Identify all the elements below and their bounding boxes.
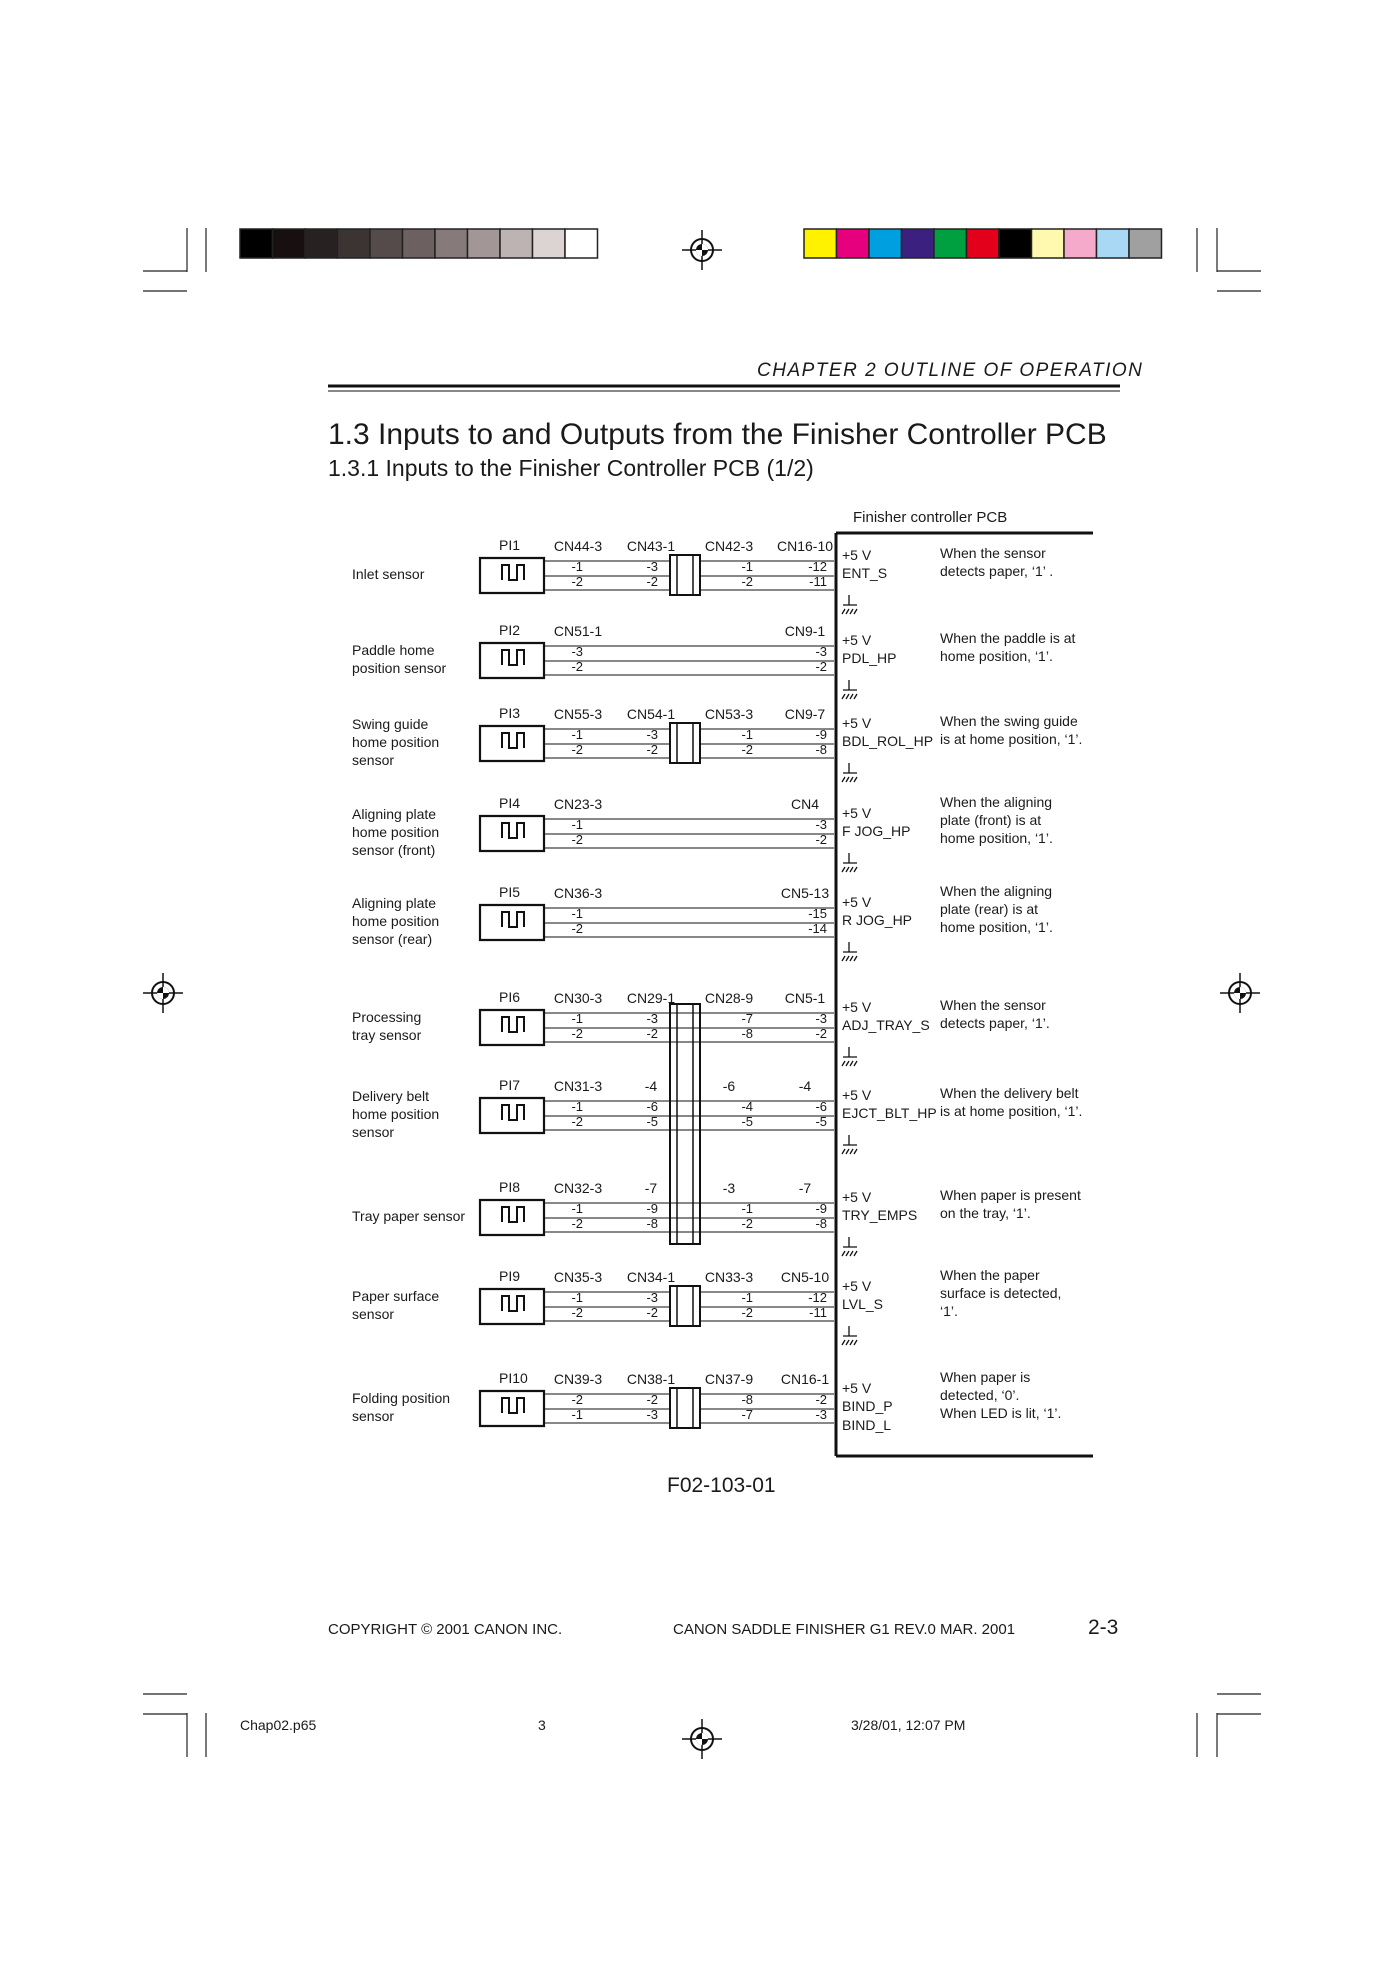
pcb-label: Finisher controller PCB [853, 509, 1008, 526]
connector-label-2: -7 [644, 1180, 658, 1196]
pin-label: -1 [571, 1201, 583, 1216]
signal-name: BIND_L [842, 1417, 892, 1433]
pin-label: -3 [815, 644, 827, 659]
pin-label: -2 [571, 1305, 583, 1320]
supply-voltage: +5 V [842, 1278, 872, 1294]
signal-description: When the sensor [940, 545, 1046, 561]
signal-description: detects paper, ‘1’ . [940, 563, 1054, 579]
pin-label: -3 [646, 1290, 658, 1305]
pin-label: -2 [571, 659, 583, 674]
pin-label: -12 [808, 559, 827, 574]
color-swatch [967, 229, 1000, 258]
sensor-label: sensor [352, 1124, 395, 1140]
signal-description: detected, ‘0’. [940, 1387, 1020, 1403]
ground-icon [842, 1237, 857, 1256]
pin-label: -7 [741, 1011, 753, 1026]
connector-label-3: CN37-9 [704, 1371, 754, 1387]
page-title: 1.3 Inputs to and Outputs from the Finisher Controller PCB [328, 418, 1107, 451]
connector-label-4: CN5-10 [780, 1269, 830, 1285]
pin-label: -2 [646, 574, 658, 589]
gray-swatch [338, 229, 371, 258]
connector-label-2: CN29-1 [626, 990, 676, 1006]
grayscale-color-bar [240, 229, 598, 258]
connector-label-3: CN53-3 [704, 706, 754, 722]
sensor-label: Tray paper sensor [352, 1208, 466, 1224]
pin-label: -8 [646, 1216, 658, 1231]
ground-icon [842, 763, 857, 782]
connector-label-2: -4 [644, 1078, 658, 1094]
photo-interrupter-icon [480, 816, 544, 851]
pin-label: -9 [646, 1201, 658, 1216]
connector-label-1: CN31-3 [553, 1078, 603, 1094]
sensor-label: Aligning plate [352, 806, 437, 822]
pin-label: -1 [571, 1290, 583, 1305]
color-swatch [1032, 229, 1065, 258]
sensor-id: PI4 [499, 795, 521, 811]
ground-icon [842, 1326, 857, 1345]
connector-label-2: CN38-1 [626, 1371, 676, 1387]
connector-label-1: CN32-3 [553, 1180, 603, 1196]
pin-label: -2 [571, 1216, 583, 1231]
pin-label: -1 [741, 559, 753, 574]
signal-description: is at home position, ‘1’. [940, 731, 1083, 747]
sensor-row [352, 1267, 1061, 1345]
pin-label: -12 [808, 1290, 827, 1305]
registration-mark-icon [1220, 973, 1260, 1013]
pin-label: -2 [571, 574, 583, 589]
pin-label: -8 [815, 1216, 827, 1231]
signal-description: home position, ‘1’. [940, 830, 1053, 846]
pin-label: -6 [815, 1099, 827, 1114]
chapter-header: CHAPTER 2 OUTLINE OF OPERATION [757, 360, 1144, 381]
sensor-label: Swing guide [352, 716, 429, 732]
photo-interrupter-icon [480, 905, 544, 940]
connector-label-3: CN42-3 [704, 538, 754, 554]
sensor-row [352, 537, 1053, 614]
gray-swatch [468, 229, 501, 258]
photo-interrupter-icon [480, 558, 544, 593]
signal-name: ENT_S [842, 565, 888, 581]
pin-label: -5 [741, 1114, 753, 1129]
ground-icon [842, 942, 857, 961]
pin-label: -2 [741, 574, 753, 589]
photo-interrupter-icon [480, 1391, 544, 1426]
signal-name: PDL_HP [842, 650, 897, 666]
supply-voltage: +5 V [842, 894, 872, 910]
pin-label: -2 [741, 1305, 753, 1320]
pin-label: -2 [815, 832, 827, 847]
connector-label-4: CN9-1 [784, 623, 826, 639]
supply-voltage: +5 V [842, 632, 872, 648]
pin-label: -1 [741, 1201, 753, 1216]
connector-label-4: CN5-13 [780, 885, 830, 901]
gray-swatch [435, 229, 468, 258]
connector-label-3: CN28-9 [704, 990, 754, 1006]
connector-label-2: CN54-1 [626, 706, 676, 722]
supply-voltage: +5 V [842, 715, 872, 731]
supply-voltage: +5 V [842, 1087, 872, 1103]
sensor-label: sensor (front) [352, 842, 436, 858]
sensor-label: home position [352, 913, 440, 929]
sensor-id: PI10 [499, 1370, 528, 1386]
relay-connector [670, 1388, 700, 1428]
sensor-label: home position [352, 824, 440, 840]
sensor-label: Paddle home [352, 642, 435, 658]
pin-label: -14 [808, 921, 827, 936]
connector-label-3: -3 [722, 1180, 736, 1196]
pin-label: -8 [741, 1026, 753, 1041]
signal-description: on the tray, ‘1’. [940, 1205, 1031, 1221]
signal-name: LVL_S [842, 1296, 883, 1312]
connector-label-1: CN30-3 [553, 990, 603, 1006]
connector-label-1: CN39-3 [553, 1371, 603, 1387]
connector-label-2: CN43-1 [626, 538, 676, 554]
color-swatch [869, 229, 902, 258]
wiring-diagram [352, 533, 1093, 1456]
connector-label-4: CN16-1 [780, 1371, 830, 1387]
signal-description: home position, ‘1’. [940, 648, 1053, 664]
signal-description: When the paddle is at [940, 630, 1076, 646]
connector-label-4: -4 [798, 1078, 812, 1094]
signal-name: EJCT_BLT_HP [842, 1105, 937, 1121]
signal-description: ‘1’. [940, 1303, 958, 1319]
sensor-label: sensor [352, 752, 395, 768]
connector-label-2: CN34-1 [626, 1269, 676, 1285]
supply-voltage: +5 V [842, 999, 872, 1015]
pin-label: -1 [571, 1011, 583, 1026]
gray-swatch [403, 229, 436, 258]
registration-mark-icon [682, 1719, 722, 1759]
sensor-label: position sensor [352, 660, 447, 676]
pin-label: -1 [571, 817, 583, 832]
pin-label: -2 [646, 1392, 658, 1407]
gray-swatch [240, 229, 273, 258]
sensor-label: sensor [352, 1306, 395, 1322]
photo-interrupter-icon [480, 1200, 544, 1235]
connector-label-3: CN33-3 [704, 1269, 754, 1285]
pin-label: -2 [571, 742, 583, 757]
registration-mark-icon [682, 230, 722, 270]
signal-description: When paper is present [940, 1187, 1081, 1203]
sensor-row [352, 622, 1076, 699]
pin-label: -9 [815, 1201, 827, 1216]
slug-number: 3 [538, 1717, 546, 1733]
sensor-id: PI8 [499, 1179, 521, 1195]
sensor-id: PI9 [499, 1268, 521, 1284]
signal-name: BIND_P [842, 1398, 893, 1414]
photo-interrupter-icon [480, 726, 544, 761]
sensor-row [352, 1077, 1082, 1154]
sensor-row [352, 1369, 1061, 1433]
sensor-label: Folding position [352, 1390, 451, 1406]
signal-description: is at home position, ‘1’. [940, 1103, 1083, 1119]
pin-label: -3 [646, 559, 658, 574]
slug-date: 3/28/01, 12:07 PM [851, 1717, 966, 1733]
sensor-label: Inlet sensor [352, 566, 425, 582]
pin-label: -3 [815, 1011, 827, 1026]
ground-icon [842, 1047, 857, 1066]
signal-description: detects paper, ‘1’. [940, 1015, 1050, 1031]
footer-book-title: CANON SADDLE FINISHER G1 REV.0 MAR. 2001 [673, 1621, 1016, 1638]
pin-label: -5 [815, 1114, 827, 1129]
relay-connector-block [670, 1004, 700, 1244]
ground-icon [842, 853, 857, 872]
sensor-label: sensor (rear) [352, 931, 433, 947]
pin-label: -1 [571, 1407, 583, 1422]
signal-description: When the delivery belt [940, 1085, 1079, 1101]
process-color-bar [804, 229, 1162, 258]
pin-label: -2 [646, 1305, 658, 1320]
registration-mark-icon [143, 973, 183, 1013]
pin-label: -6 [646, 1099, 658, 1114]
color-swatch [804, 229, 837, 258]
signal-description: When LED is lit, ‘1’. [940, 1405, 1062, 1421]
photo-interrupter-icon [480, 1010, 544, 1045]
pin-label: -5 [646, 1114, 658, 1129]
gray-swatch [273, 229, 306, 258]
pin-label: -3 [646, 1407, 658, 1422]
supply-voltage: +5 V [842, 547, 872, 563]
signal-description: When the swing guide [940, 713, 1078, 729]
page-number: 2-3 [1088, 1616, 1119, 1639]
ground-icon [842, 680, 857, 699]
photo-interrupter-icon [480, 1098, 544, 1133]
pin-label: -1 [741, 1290, 753, 1305]
color-swatch [999, 229, 1032, 258]
signal-description: surface is detected, [940, 1285, 1062, 1301]
pin-label: -4 [741, 1099, 753, 1114]
pin-label: -8 [741, 1392, 753, 1407]
signal-name: TRY_EMPS [842, 1207, 918, 1223]
connector-label-1: CN51-1 [553, 623, 603, 639]
color-swatch [934, 229, 967, 258]
sensor-label: Paper surface [352, 1288, 440, 1304]
photo-interrupter-icon [480, 1289, 544, 1324]
sensor-label: Processing [352, 1009, 422, 1025]
connector-label-4: CN16-10 [776, 538, 834, 554]
pin-label: -2 [815, 1026, 827, 1041]
color-swatch [1064, 229, 1097, 258]
signal-name: BDL_ROL_HP [842, 733, 934, 749]
signal-description: plate (front) is at [940, 812, 1042, 828]
connector-label-4: CN5-1 [784, 990, 826, 1006]
sensor-label: home position [352, 734, 440, 750]
signal-description: When the aligning [940, 883, 1053, 899]
pin-label: -2 [815, 659, 827, 674]
pin-label: -8 [815, 742, 827, 757]
sensor-id: PI1 [499, 537, 521, 553]
connector-label-1: CN55-3 [553, 706, 603, 722]
connector-label-3: -6 [722, 1078, 736, 1094]
connector-label-4: CN9-7 [784, 706, 826, 722]
sensor-label: home position [352, 1106, 440, 1122]
pin-label: -1 [571, 906, 583, 921]
connector-label-1: CN36-3 [553, 885, 603, 901]
connector-label-1: CN35-3 [553, 1269, 603, 1285]
sensor-row [352, 794, 1053, 872]
ground-icon [842, 1135, 857, 1154]
pin-label: -1 [571, 727, 583, 742]
relay-connector [670, 723, 700, 763]
pin-label: -1 [571, 559, 583, 574]
signal-name: ADJ_TRAY_S [842, 1017, 930, 1033]
signal-description: When paper is [940, 1369, 1031, 1385]
sensor-row [352, 705, 1082, 782]
pin-label: -2 [741, 742, 753, 757]
sensor-label: sensor [352, 1408, 395, 1424]
signal-name: R JOG_HP [842, 912, 913, 928]
signal-description: plate (rear) is at [940, 901, 1039, 917]
sensor-id: PI7 [499, 1077, 521, 1093]
ground-icon [842, 595, 857, 614]
pin-label: -2 [571, 1026, 583, 1041]
supply-voltage: +5 V [842, 1189, 872, 1205]
sensor-id: PI2 [499, 622, 521, 638]
color-swatch [1097, 229, 1130, 258]
pin-label: -2 [571, 1114, 583, 1129]
sensor-label: tray sensor [352, 1027, 422, 1043]
pin-label: -3 [646, 727, 658, 742]
footer-copyright: COPYRIGHT © 2001 CANON INC. [328, 1621, 563, 1638]
pin-label: -2 [571, 1392, 583, 1407]
color-swatch [1129, 229, 1162, 258]
relay-connector [670, 1286, 700, 1326]
pin-label: -2 [571, 832, 583, 847]
pin-label: -3 [815, 817, 827, 832]
sensor-row [352, 1179, 1081, 1256]
color-swatch [902, 229, 935, 258]
signal-description: When the sensor [940, 997, 1046, 1013]
pin-label: -15 [808, 906, 827, 921]
pin-label: -1 [741, 727, 753, 742]
signal-name: F JOG_HP [842, 823, 911, 839]
pin-label: -3 [815, 1407, 827, 1422]
pin-label: -3 [571, 644, 583, 659]
figure-id: F02-103-01 [667, 1474, 776, 1497]
pin-label: -7 [741, 1407, 753, 1422]
pin-label: -9 [815, 727, 827, 742]
connector-label-1: CN44-3 [553, 538, 603, 554]
pin-label: -2 [571, 921, 583, 936]
signal-description: When the paper [940, 1267, 1040, 1283]
signal-description: home position, ‘1’. [940, 919, 1053, 935]
pin-label: -2 [741, 1216, 753, 1231]
sensor-id: PI3 [499, 705, 521, 721]
supply-voltage: +5 V [842, 1380, 872, 1396]
signal-description: When the aligning [940, 794, 1053, 810]
pin-label: -3 [646, 1011, 658, 1026]
color-swatch [837, 229, 870, 258]
gray-swatch [500, 229, 533, 258]
gray-swatch [370, 229, 403, 258]
pin-label: -1 [571, 1099, 583, 1114]
gray-swatch [305, 229, 338, 258]
pin-label: -2 [815, 1392, 827, 1407]
connector-label-1: CN23-3 [553, 796, 603, 812]
pin-label: -11 [809, 574, 827, 589]
pin-label: -2 [646, 1026, 658, 1041]
connector-label-4: CN4 [790, 796, 820, 812]
pin-label: -2 [646, 742, 658, 757]
sensor-id: PI6 [499, 989, 521, 1005]
sensor-id: PI5 [499, 884, 521, 900]
sensor-label: Aligning plate [352, 895, 437, 911]
slug-file: Chap02.p65 [240, 1717, 317, 1733]
gray-swatch [565, 229, 598, 258]
connector-label-4: -7 [798, 1180, 812, 1196]
photo-interrupter-icon [480, 643, 544, 678]
sensor-row [352, 883, 1053, 961]
pin-label: -11 [809, 1305, 827, 1320]
relay-connector [670, 555, 700, 595]
sensor-label: Delivery belt [352, 1088, 430, 1104]
gray-swatch [533, 229, 566, 258]
page-subtitle: 1.3.1 Inputs to the Finisher Controller PCB (1/2) [328, 455, 814, 481]
supply-voltage: +5 V [842, 805, 872, 821]
